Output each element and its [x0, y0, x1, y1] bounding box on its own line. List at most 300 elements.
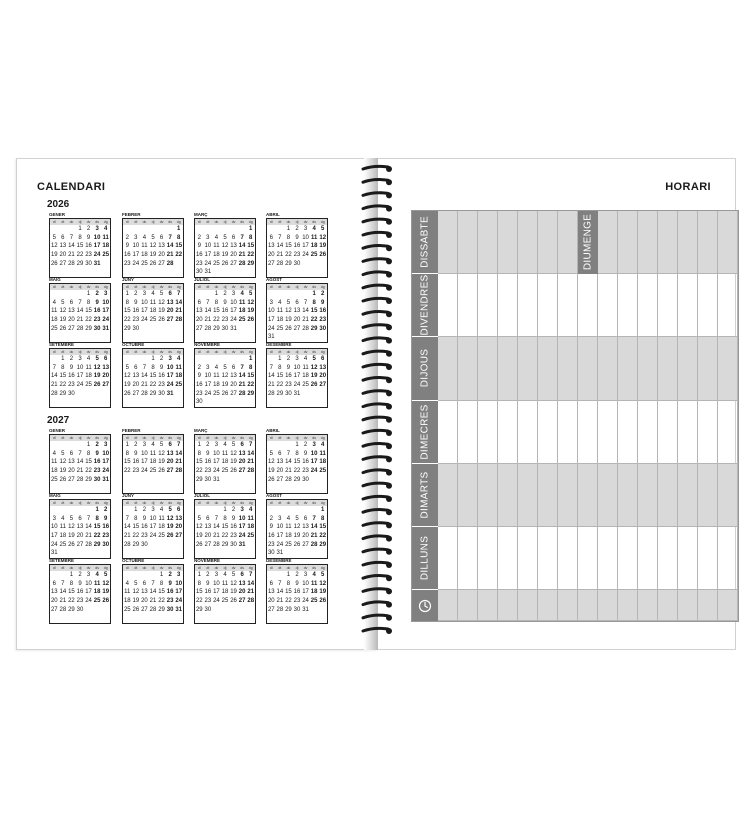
- weekday-abbr: dt: [61, 436, 65, 440]
- day-empty: [84, 398, 93, 407]
- day-number: 2: [286, 356, 291, 362]
- day-number: 8: [69, 580, 74, 587]
- day-number: 27: [68, 476, 75, 483]
- day-empty: [221, 484, 230, 493]
- day-number: 9: [78, 580, 82, 587]
- day-empty: [140, 355, 149, 364]
- schedule-cell[interactable]: [538, 274, 558, 337]
- day-number: 23: [195, 390, 203, 397]
- schedule-cell[interactable]: [538, 527, 558, 590]
- schedule-cell[interactable]: [438, 211, 458, 274]
- day-empty: [157, 333, 166, 342]
- day-number: 24: [267, 325, 275, 332]
- schedule-cell[interactable]: [438, 337, 458, 400]
- weekday-abbr: dc: [69, 566, 74, 570]
- day-number: 14: [76, 308, 84, 315]
- weekday-abbr: dl: [125, 350, 129, 354]
- weekday-abbr: dv: [303, 350, 308, 354]
- schedule-cell[interactable]: [498, 527, 518, 590]
- schedule-cell[interactable]: [558, 464, 578, 527]
- schedule-cell[interactable]: [718, 464, 738, 527]
- day-number: 30: [302, 476, 309, 483]
- weekday-abbr: ds: [95, 436, 99, 440]
- day-number: 3: [104, 291, 108, 297]
- day-number: 6: [231, 234, 236, 241]
- day-empty: [221, 476, 230, 485]
- day-number: 22: [175, 252, 183, 259]
- schedule-cell[interactable]: [558, 590, 578, 621]
- day-empty: [59, 441, 68, 450]
- day-empty: [221, 549, 230, 558]
- schedule-cell[interactable]: [458, 401, 478, 464]
- weekday-abbr: dt: [134, 566, 138, 570]
- day-number: 21: [175, 308, 183, 315]
- day-label-dijous: DIJOUS: [412, 337, 438, 400]
- day-number: 6: [104, 356, 108, 362]
- day-number: 6: [78, 515, 82, 522]
- schedule-cell[interactable]: [478, 337, 498, 400]
- day-number: 14: [213, 524, 220, 531]
- schedule-cell[interactable]: [558, 401, 578, 464]
- day-number: 21: [175, 459, 183, 466]
- day-empty: [50, 398, 59, 407]
- day-number: 15: [247, 243, 255, 250]
- weekday-abbr: dg: [176, 501, 181, 505]
- day-number: 5: [321, 572, 325, 578]
- day-number: 5: [197, 515, 201, 522]
- weekday-abbr: dt: [278, 436, 282, 440]
- schedule-cell[interactable]: [618, 527, 638, 590]
- schedule-cell[interactable]: [658, 527, 678, 590]
- day-number: 12: [149, 243, 157, 250]
- month-name: AGOST: [266, 493, 283, 498]
- day-number: 29: [285, 606, 292, 613]
- schedule-cell[interactable]: [518, 401, 538, 464]
- day-empty: [149, 484, 158, 493]
- day-number: 1: [61, 356, 65, 362]
- day-empty: [301, 614, 310, 623]
- day-number: 24: [238, 533, 246, 540]
- schedule-cell[interactable]: [598, 211, 618, 274]
- schedule-cell[interactable]: [438, 464, 458, 527]
- weekday-abbr: ds: [312, 501, 316, 505]
- day-number: 22: [213, 317, 220, 324]
- day-number: 27: [76, 541, 84, 548]
- day-number: 27: [102, 382, 110, 389]
- schedule-cell[interactable]: [538, 211, 558, 274]
- day-number: 26: [102, 598, 110, 605]
- schedule-cell[interactable]: [498, 401, 518, 464]
- schedule-cell[interactable]: [478, 527, 498, 590]
- schedule-cell[interactable]: [458, 211, 478, 274]
- day-empty: [174, 614, 183, 623]
- day-empty: [140, 325, 149, 334]
- schedule-cell[interactable]: [578, 337, 598, 400]
- day-number: 4: [286, 515, 291, 522]
- weekday-abbr: ds: [240, 350, 244, 354]
- day-number: 13: [68, 459, 75, 466]
- weekday-abbr: dt: [134, 501, 138, 505]
- day-number: 20: [204, 533, 212, 540]
- day-number: 16: [93, 308, 101, 315]
- day-empty: [59, 506, 68, 515]
- schedule-cell[interactable]: [438, 527, 458, 590]
- day-empty: [310, 484, 319, 493]
- day-empty: [276, 484, 285, 493]
- day-empty: [267, 225, 276, 234]
- weekday-abbr: dt: [278, 350, 282, 354]
- schedule-cell[interactable]: [658, 274, 678, 337]
- day-empty: [204, 484, 213, 493]
- day-number: 20: [102, 373, 110, 380]
- schedule-cell[interactable]: [478, 274, 498, 337]
- schedule-cell[interactable]: [578, 401, 598, 464]
- day-number: 9: [104, 515, 108, 522]
- weekday-abbr: dg: [103, 436, 108, 440]
- weekday-abbr: dj: [151, 350, 155, 354]
- schedule-cell[interactable]: [598, 274, 618, 337]
- weekday-abbr: dg: [103, 566, 108, 570]
- day-number: 8: [197, 450, 201, 457]
- schedule-cell[interactable]: [598, 401, 618, 464]
- day-number: 17: [102, 308, 110, 315]
- day-number: 18: [149, 459, 157, 466]
- day-empty: [284, 268, 293, 277]
- day-empty: [101, 606, 110, 615]
- schedule-cell[interactable]: [438, 401, 458, 464]
- day-empty: [238, 484, 247, 493]
- schedule-cell[interactable]: [618, 211, 638, 274]
- day-number: 15: [221, 524, 229, 531]
- schedule-cell[interactable]: [518, 464, 538, 527]
- day-number: 7: [151, 580, 155, 587]
- schedule-cell[interactable]: [718, 527, 738, 590]
- day-number: 22: [285, 252, 292, 259]
- schedule-cell[interactable]: [598, 590, 618, 621]
- schedule-cell[interactable]: [638, 337, 658, 400]
- schedule-cell[interactable]: [558, 274, 578, 337]
- day-number: 10: [102, 450, 110, 457]
- day-number: 24: [166, 382, 174, 389]
- schedule-cell[interactable]: [678, 464, 698, 527]
- weekday-abbr: dg: [248, 285, 253, 289]
- schedule-cell[interactable]: [598, 464, 618, 527]
- schedule-cell[interactable]: [618, 590, 638, 621]
- day-empty: [84, 506, 93, 515]
- schedule-cell[interactable]: [518, 274, 538, 337]
- schedule-cell[interactable]: [458, 274, 478, 337]
- schedule-cell[interactable]: [438, 274, 458, 337]
- schedule-cell[interactable]: [678, 527, 698, 590]
- schedule-cell[interactable]: [538, 401, 558, 464]
- weekday-abbr: dc: [69, 436, 74, 440]
- day-number: 13: [102, 364, 110, 371]
- schedule-cell[interactable]: [718, 337, 738, 400]
- day-empty: [174, 398, 183, 407]
- day-number: 4: [214, 234, 219, 241]
- schedule-cell[interactable]: [658, 337, 678, 400]
- schedule-cell[interactable]: [518, 337, 538, 400]
- day-number: 13: [302, 524, 309, 531]
- day-number: 23: [285, 382, 292, 389]
- day-empty: [293, 506, 302, 515]
- day-number: 10: [204, 243, 212, 250]
- day-number: 21: [204, 317, 212, 324]
- day-number: 30: [285, 390, 292, 397]
- day-empty: [238, 398, 247, 407]
- day-number: 21: [50, 382, 58, 389]
- day-empty: [149, 325, 158, 334]
- schedule-cell[interactable]: [638, 590, 658, 621]
- schedule-cell[interactable]: [698, 211, 718, 274]
- day-empty: [157, 268, 166, 277]
- schedule-cell[interactable]: [678, 401, 698, 464]
- weekday-abbr: dl: [52, 501, 56, 505]
- day-empty: [123, 614, 132, 623]
- day-number: 17: [267, 317, 275, 324]
- day-empty: [246, 614, 255, 623]
- day-number: 18: [50, 468, 58, 475]
- day-number: 19: [247, 308, 255, 315]
- schedule-cell[interactable]: [698, 401, 718, 464]
- schedule-cell[interactable]: [478, 590, 498, 621]
- schedule-cell[interactable]: [618, 464, 638, 527]
- clock-icon: [418, 599, 432, 613]
- weekday-abbr: dc: [286, 220, 291, 224]
- schedule-cell[interactable]: [578, 590, 598, 621]
- day-number: 2: [206, 442, 210, 448]
- day-number: 31: [175, 606, 183, 613]
- schedule-cell[interactable]: [538, 590, 558, 621]
- day-number: 27: [238, 468, 246, 475]
- day-number: 18: [310, 243, 318, 250]
- day-number: 12: [195, 524, 203, 531]
- schedule-cell[interactable]: [578, 274, 598, 337]
- weekday-abbr: dj: [223, 566, 227, 570]
- schedule-cell[interactable]: [618, 337, 638, 400]
- schedule-cell[interactable]: [558, 211, 578, 274]
- schedule-cell[interactable]: [658, 590, 678, 621]
- schedule-cell[interactable]: [598, 527, 618, 590]
- day-number: 26: [285, 325, 292, 332]
- day-number: 3: [151, 507, 155, 513]
- day-empty: [101, 398, 110, 407]
- schedule-cell[interactable]: [658, 401, 678, 464]
- schedule-cell[interactable]: [538, 337, 558, 400]
- day-number: 7: [240, 234, 244, 241]
- day-number: 26: [123, 390, 131, 397]
- schedule-cell[interactable]: [598, 337, 618, 400]
- day-number: 17: [175, 589, 183, 596]
- schedule-cell[interactable]: [498, 274, 518, 337]
- schedule-cell[interactable]: [718, 211, 738, 274]
- day-number: 27: [293, 325, 301, 332]
- day-number: 22: [285, 598, 292, 605]
- schedule-cell[interactable]: [638, 464, 658, 527]
- day-number: 15: [285, 243, 292, 250]
- weekday-abbr: dl: [52, 285, 56, 289]
- schedule-cell[interactable]: [698, 274, 718, 337]
- schedule-cell[interactable]: [638, 401, 658, 464]
- day-number: 15: [247, 373, 255, 380]
- schedule-cell[interactable]: [578, 464, 598, 527]
- day-number: 28: [238, 390, 246, 397]
- schedule-cell[interactable]: [498, 337, 518, 400]
- schedule-cell[interactable]: [518, 527, 538, 590]
- day-number: 13: [158, 243, 165, 250]
- day-number: 10: [76, 364, 84, 371]
- day-number: 30: [85, 260, 92, 267]
- schedule-cell[interactable]: [478, 464, 498, 527]
- day-number: 1: [223, 507, 227, 513]
- weekday-abbr: dc: [142, 501, 147, 505]
- day-number: 25: [158, 533, 165, 540]
- weekday-abbr: dv: [231, 285, 236, 289]
- weekday-abbr: dj: [223, 285, 227, 289]
- schedule-cell[interactable]: [558, 527, 578, 590]
- day-empty: [93, 390, 102, 399]
- day-number: 2: [168, 572, 172, 578]
- schedule-cell[interactable]: [678, 337, 698, 400]
- day-number: 2: [321, 291, 325, 297]
- day-empty: [76, 390, 85, 399]
- schedule-cell[interactable]: [658, 464, 678, 527]
- day-number: 1: [151, 356, 155, 362]
- day-empty: [174, 268, 183, 277]
- schedule-cell[interactable]: [438, 590, 458, 621]
- day-number: 20: [302, 533, 309, 540]
- day-number: 13: [319, 364, 327, 371]
- schedule-cell[interactable]: [498, 211, 518, 274]
- day-empty: [238, 614, 247, 623]
- schedule-cell[interactable]: [558, 337, 578, 400]
- day-number: 30: [141, 541, 148, 548]
- month-calendar: [49, 342, 111, 408]
- day-empty: [101, 484, 110, 493]
- schedule-cell[interactable]: [698, 527, 718, 590]
- month-name: MAIG: [49, 277, 61, 282]
- schedule-cell[interactable]: [678, 590, 698, 621]
- schedule-cell[interactable]: [458, 464, 478, 527]
- day-number: 29: [85, 325, 92, 332]
- month-calendar: [49, 558, 111, 624]
- day-number: 13: [141, 589, 148, 596]
- day-number: 27: [175, 533, 183, 540]
- schedule-cell[interactable]: [478, 401, 498, 464]
- day-number: 24: [141, 468, 148, 475]
- day-empty: [93, 614, 102, 623]
- weekday-abbr: ds: [312, 436, 316, 440]
- weekday-abbr: dj: [78, 501, 82, 505]
- day-number: 18: [285, 533, 292, 540]
- day-number: 8: [249, 364, 253, 371]
- schedule-cell[interactable]: [658, 211, 678, 274]
- day-empty: [267, 355, 276, 364]
- day-number: 27: [238, 598, 246, 605]
- schedule-cell[interactable]: [518, 211, 538, 274]
- schedule-cell[interactable]: [678, 274, 698, 337]
- day-number: 6: [240, 572, 244, 578]
- day-number: 13: [267, 243, 275, 250]
- day-empty: [50, 333, 59, 342]
- schedule-cell[interactable]: [478, 211, 498, 274]
- schedule-cell[interactable]: [698, 590, 718, 621]
- day-number: 4: [278, 299, 282, 306]
- day-number: 17: [141, 459, 148, 466]
- day-number: 17: [302, 243, 309, 250]
- day-number: 2: [78, 572, 82, 578]
- day-number: 31: [213, 476, 220, 483]
- schedule-cell[interactable]: [578, 527, 598, 590]
- schedule-cell[interactable]: [698, 464, 718, 527]
- day-number: 17: [310, 459, 318, 466]
- day-number: 15: [76, 243, 84, 250]
- schedule-cell[interactable]: [718, 274, 738, 337]
- schedule-cell[interactable]: [698, 337, 718, 400]
- schedule-cell[interactable]: [498, 590, 518, 621]
- day-number: 18: [158, 524, 165, 531]
- schedule-cell[interactable]: [618, 274, 638, 337]
- day-number: 27: [50, 606, 58, 613]
- day-empty: [123, 225, 132, 234]
- day-number: 5: [61, 450, 65, 457]
- day-number: 25: [149, 317, 157, 324]
- schedule-cell[interactable]: [638, 527, 658, 590]
- schedule-cell[interactable]: [518, 590, 538, 621]
- day-number: 30: [195, 269, 203, 276]
- day-number: 9: [125, 243, 129, 250]
- schedule-cell[interactable]: [538, 464, 558, 527]
- day-empty: [267, 506, 276, 515]
- day-number: 30: [293, 260, 301, 267]
- schedule-cell[interactable]: [498, 464, 518, 527]
- day-empty: [301, 333, 310, 342]
- day-empty: [238, 355, 247, 364]
- weekday-abbr: dl: [269, 436, 273, 440]
- day-empty: [174, 476, 183, 485]
- schedule-cell[interactable]: [458, 527, 478, 590]
- day-empty: [132, 614, 141, 623]
- day-number: 6: [134, 364, 138, 371]
- day-number: 1: [214, 291, 219, 297]
- schedule-cell[interactable]: [678, 211, 698, 274]
- day-number: 14: [166, 243, 174, 250]
- schedule-cell[interactable]: [718, 401, 738, 464]
- weekday-abbr: dl: [125, 436, 129, 440]
- weekday-abbr: dg: [176, 220, 181, 224]
- day-empty: [204, 506, 213, 515]
- day-empty: [284, 549, 293, 558]
- day-number: 11: [124, 589, 131, 596]
- day-number: 5: [151, 234, 155, 241]
- day-number: 26: [68, 541, 75, 548]
- schedule-cell[interactable]: [618, 401, 638, 464]
- day-number: 15: [59, 373, 67, 380]
- schedule-cell[interactable]: [638, 211, 658, 274]
- schedule-cell[interactable]: [638, 274, 658, 337]
- day-number: 10: [267, 308, 275, 315]
- day-number: 10: [230, 299, 237, 306]
- day-number: 8: [125, 299, 129, 306]
- day-number: 4: [223, 572, 227, 578]
- schedule-cell[interactable]: [458, 590, 478, 621]
- schedule-cell[interactable]: [458, 337, 478, 400]
- day-number: 9: [295, 580, 299, 587]
- schedule-cell[interactable]: [718, 590, 738, 621]
- day-number: 19: [123, 382, 131, 389]
- day-number: 9: [286, 364, 291, 371]
- day-empty: [76, 506, 85, 515]
